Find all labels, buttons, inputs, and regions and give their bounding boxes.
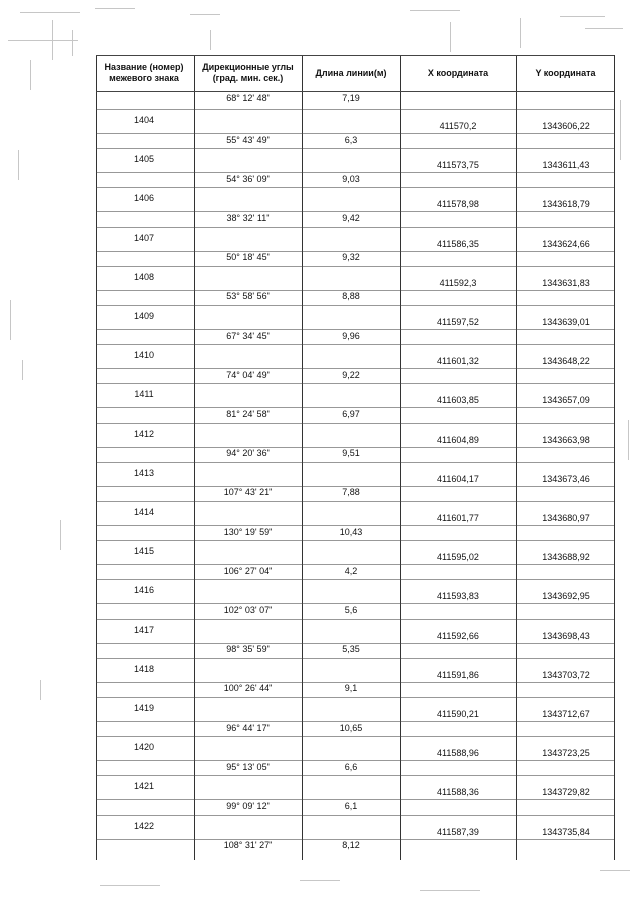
segment-length: 6,97: [342, 409, 360, 419]
segment-angle: 94° 20' 36": [226, 448, 270, 459]
segment-angle: 102° 03' 07": [223, 605, 273, 615]
header-name: Название (номер) межевого знака: [104, 62, 184, 83]
segment-length: 9,32: [342, 252, 360, 263]
segment-angle: 38° 32' 11": [226, 213, 270, 223]
y-coordinate: 1343624,66: [542, 238, 590, 249]
row-rule: [96, 815, 614, 816]
x-coordinate: 411591,86: [437, 669, 479, 680]
y-coordinate: 1343673,46: [542, 473, 590, 484]
column-rule: [96, 55, 97, 860]
segment-angle: 81° 24' 58": [226, 409, 270, 419]
row-rule: [96, 579, 614, 580]
x-coordinate: 411601,32: [437, 356, 479, 367]
segment-angle: 67° 34' 45": [226, 330, 270, 341]
segment-length: 9,22: [342, 369, 360, 380]
header-length: Длина линии(м): [315, 67, 387, 78]
x-coordinate: 411586,35: [437, 238, 479, 249]
header-angles: Дирекционные углы (град. мин. сек.): [202, 62, 294, 83]
y-coordinate: 1343657,09: [542, 395, 590, 406]
segment-length: 9,1: [344, 683, 358, 694]
x-coordinate: 411595,02: [437, 552, 479, 563]
row-rule: [96, 148, 614, 149]
segment-angle: 106° 27' 04": [223, 565, 273, 576]
point-name: 1422: [133, 820, 155, 831]
segment-length: 10,65: [339, 722, 363, 733]
x-coordinate: 411573,75: [437, 160, 479, 171]
point-name: 1409: [133, 311, 155, 321]
segment-angle: 54° 36' 09": [226, 173, 270, 184]
y-coordinate: 1343606,22: [542, 121, 590, 131]
row-rule: [96, 423, 614, 424]
row-rule: [96, 187, 614, 188]
point-name: 1405: [133, 154, 155, 165]
x-coordinate: 411587,39: [437, 826, 479, 837]
point-name: 1412: [133, 428, 155, 439]
segment-angle: 55° 43' 49": [226, 134, 270, 145]
row-rule: [96, 540, 614, 541]
y-coordinate: 1343692,95: [542, 591, 590, 602]
x-coordinate: 411590,21: [437, 709, 479, 719]
segment-length: 5,6: [344, 605, 358, 615]
row-rule: [96, 775, 614, 776]
point-name: 1408: [133, 271, 155, 282]
coordinates-table: [96, 55, 614, 860]
segment-length: 9,42: [342, 213, 360, 223]
segment-length: 4,2: [344, 565, 358, 576]
point-name: 1413: [133, 467, 155, 478]
segment-angle: 99° 09' 12": [226, 801, 270, 811]
row-rule: [96, 619, 614, 620]
segment-length: 7,88: [342, 487, 360, 498]
x-coordinate: 411604,89: [437, 434, 479, 445]
y-coordinate: 1343639,01: [542, 317, 590, 327]
row-rule: [96, 501, 614, 502]
x-coordinate: 411604,17: [437, 473, 479, 484]
segment-length: 7,19: [342, 93, 360, 103]
segment-angle: 107° 43' 21": [223, 487, 273, 498]
row-rule: [96, 305, 614, 306]
point-name: 1414: [133, 507, 155, 517]
row-rule: [96, 266, 614, 267]
segment-angle: 53° 58' 56": [226, 291, 270, 302]
y-coordinate: 1343611,43: [542, 160, 590, 171]
point-name: 1419: [133, 703, 155, 713]
row-rule: [96, 697, 614, 698]
row-rule: [96, 658, 614, 659]
y-coordinate: 1343703,72: [542, 669, 590, 680]
y-coordinate: 1343648,22: [542, 356, 590, 367]
y-coordinate: 1343680,97: [542, 513, 590, 523]
row-rule: [96, 109, 614, 110]
y-coordinate: 1343723,25: [542, 748, 590, 759]
point-name: 1415: [133, 546, 155, 557]
segment-angle: 100° 26' 44": [223, 683, 273, 694]
header-y: Y координата: [535, 67, 596, 78]
x-coordinate: 411603,85: [437, 395, 479, 406]
y-coordinate: 1343688,92: [542, 552, 590, 563]
segment-length: 5,35: [342, 644, 360, 655]
segment-angle: 108° 31' 27": [223, 840, 273, 851]
point-name: 1417: [133, 624, 155, 635]
segment-angle: 98° 35' 59": [226, 644, 270, 655]
point-name: 1421: [133, 781, 155, 792]
column-rule: [302, 55, 303, 860]
segment-length: 6,3: [344, 134, 358, 145]
x-coordinate: 411592,3: [439, 277, 477, 288]
point-name: 1420: [133, 742, 155, 753]
segment-length: 6,6: [344, 761, 358, 772]
row-rule: [96, 91, 614, 92]
row-rule: [96, 383, 614, 384]
segment-length: 9,51: [342, 448, 360, 459]
segment-angle: 50° 18' 45": [226, 252, 270, 263]
segment-angle: 74° 04' 49": [226, 369, 270, 380]
y-coordinate: 1343729,82: [542, 787, 590, 798]
segment-length: 8,88: [342, 291, 360, 302]
column-rule: [400, 55, 401, 860]
y-coordinate: 1343712,67: [542, 709, 590, 719]
point-name: 1418: [133, 663, 155, 674]
point-name: 1406: [133, 193, 155, 204]
segment-length: 10,43: [339, 526, 363, 537]
y-coordinate: 1343735,84: [542, 826, 590, 837]
row-rule: [96, 462, 614, 463]
y-coordinate: 1343698,43: [542, 630, 590, 641]
row-rule: [96, 344, 614, 345]
x-coordinate: 411578,98: [437, 199, 479, 210]
point-name: 1407: [133, 232, 155, 243]
x-coordinate: 411588,36: [437, 787, 479, 798]
segment-length: 9,96: [342, 330, 360, 341]
segment-length: 6,1: [344, 801, 358, 811]
point-name: 1411: [134, 389, 154, 400]
segment-angle: 68° 12' 48": [226, 93, 270, 103]
column-rule: [614, 55, 615, 860]
x-coordinate: 411592,66: [437, 630, 479, 641]
header-x: X координата: [427, 67, 489, 78]
segment-angle: 96° 44' 17": [226, 722, 270, 733]
x-coordinate: 411593,83: [437, 591, 479, 602]
column-rule: [194, 55, 195, 860]
y-coordinate: 1343618,79: [542, 199, 590, 210]
point-name: 1416: [133, 585, 155, 596]
x-coordinate: 411597,52: [437, 317, 479, 327]
segment-angle: 95° 13' 05": [226, 761, 270, 772]
row-rule: [96, 736, 614, 737]
y-coordinate: 1343631,83: [542, 277, 590, 288]
segment-angle: 130° 19' 59": [223, 526, 273, 537]
point-name: 1410: [133, 350, 155, 361]
segment-length: 8,12: [342, 840, 360, 851]
point-name: 1404: [133, 115, 155, 125]
x-coordinate: 411588,96: [437, 748, 479, 759]
y-coordinate: 1343663,98: [542, 434, 590, 445]
x-coordinate: 411601,77: [437, 513, 479, 523]
x-coordinate: 411570,2: [439, 121, 477, 131]
segment-length: 9,03: [342, 173, 360, 184]
column-rule: [516, 55, 517, 860]
row-rule: [96, 227, 614, 228]
